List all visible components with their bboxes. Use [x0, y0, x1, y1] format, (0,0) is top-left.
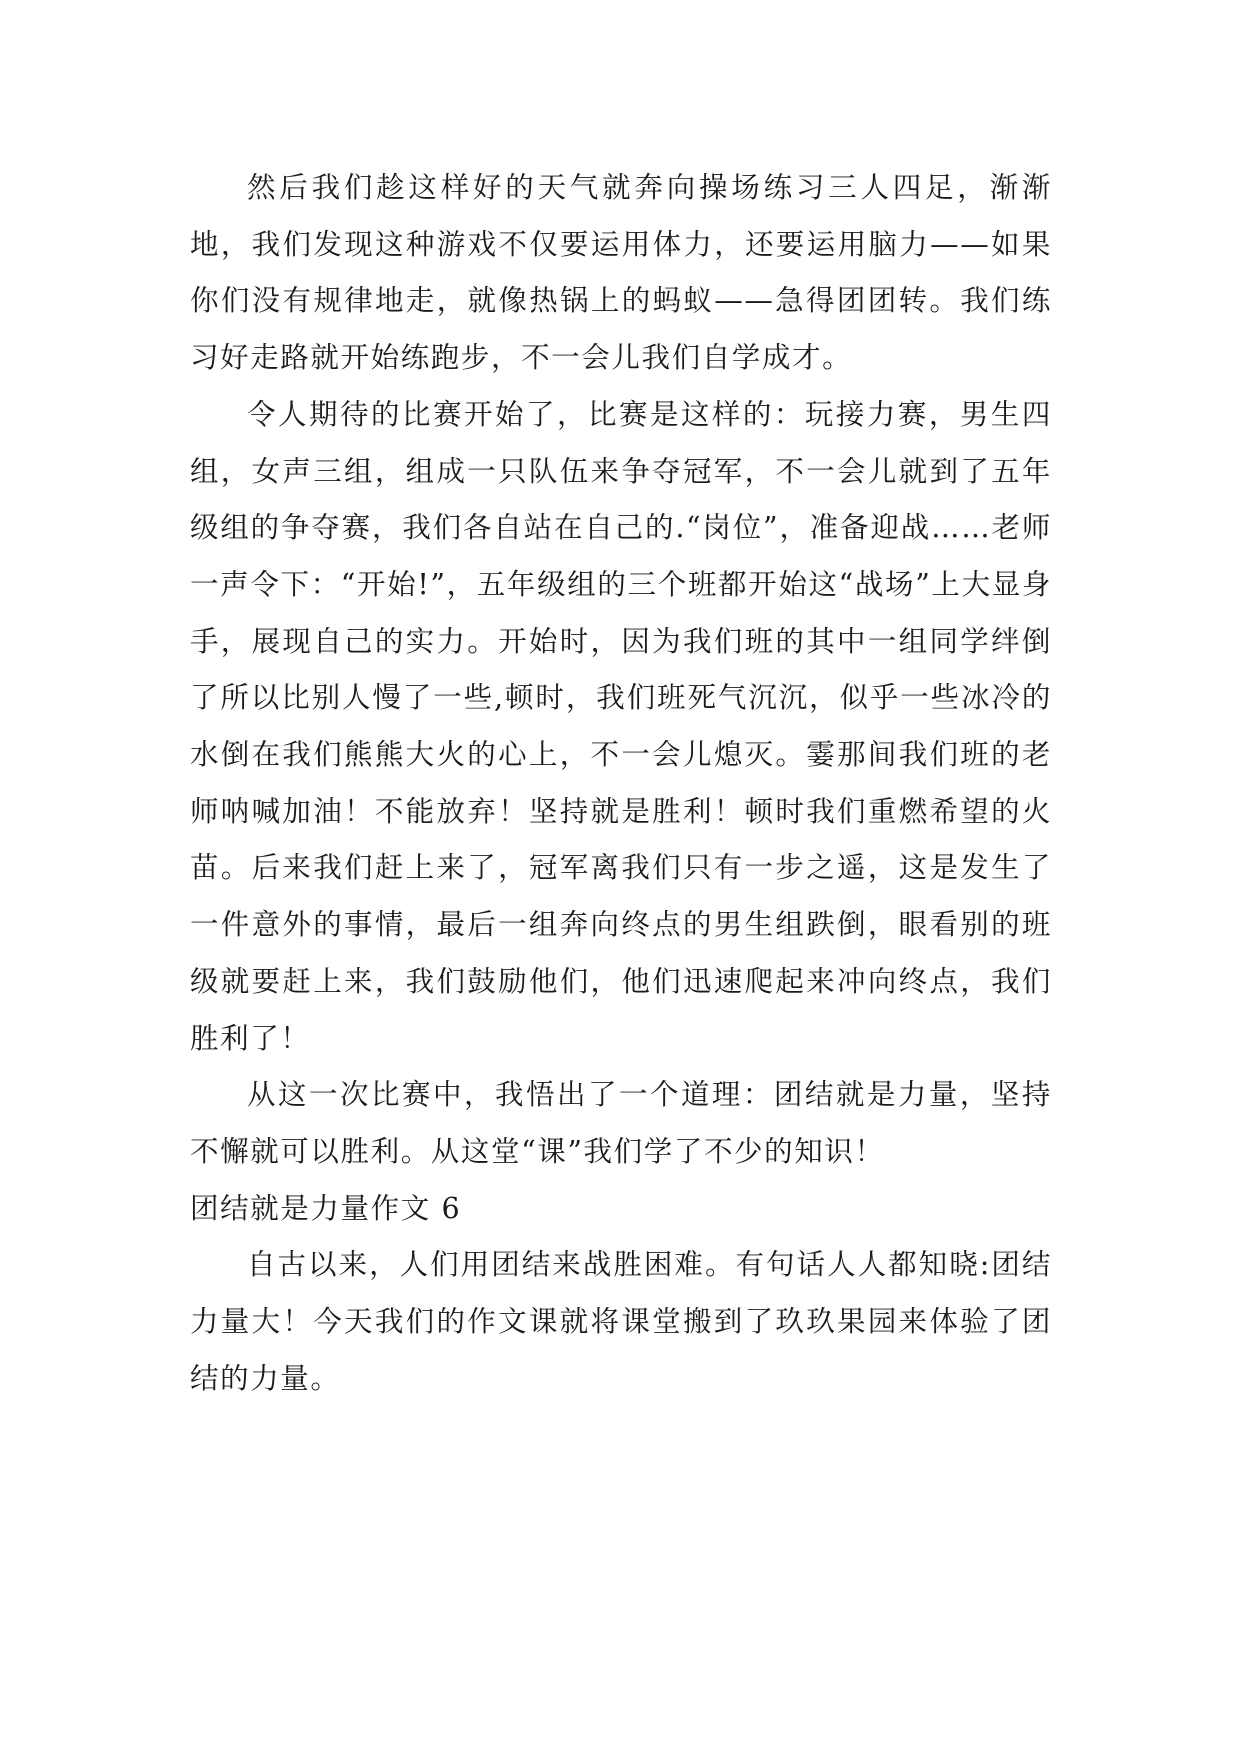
- document-page: [190, 160, 1052, 1407]
- paragraph-lesson: 从这一次比赛中，我悟出了一个道理：团结就是力量，坚持不懈就可以胜利。从这堂“课”我们学了不少的知识！: [190, 1078, 1052, 1168]
- paragraph-practice: 然后我们趁这样好的天气就奔向操场练习三人四足，渐渐地，我们发现这种游戏不仅要运用体力，还要运用脑力——如果你们没有规律地走，就像热锅上的蚂蚁——急得团团转。我们练习好走路就开始练跑步，不一会儿我们自学成才。: [190, 171, 1052, 375]
- paragraph-intro: 自古以来，人们用团结来战胜困难。有句话人人都知晓:团结力量大！今天我们的作文课就将课堂搬到了玖玖果园来体验了团结的力量。: [190, 1248, 1052, 1395]
- essay-heading: 团结就是力量作文 6: [190, 1191, 462, 1225]
- paragraph-race: 令人期待的比赛开始了，比赛是这样的：玩接力赛，男生四组，女声三组，组成一只队伍来争夺冠军，不一会儿就到了五年级组的争夺赛，我们各自站在自己的.“岗位”，准备迎战……老师一声令下：“开始!”，五年级组的三个班都开始这“战场”上大显身手，展现自己的实力。开始时，因为我们班的其中一组同学绊倒了所以比别人慢了一些,顿时，我们班死气沉沉，似乎一些冰冷的水倒在我们熊熊大火的心上，不一会儿熄灭。霎那间我们班的老师呐喊加油！不能放弃！坚持就是胜利！顿时我们重燃希望的火苗。后来我们赶上来了，冠军离我们只有一步之遥，这是发生了一件意外的事情，最后一组奔向终点的男生组跌倒，眼看别的班级就要赶上来，我们鼓励他们，他们迅速爬起来冲向终点，我们胜利了！: [190, 397, 1052, 1055]
